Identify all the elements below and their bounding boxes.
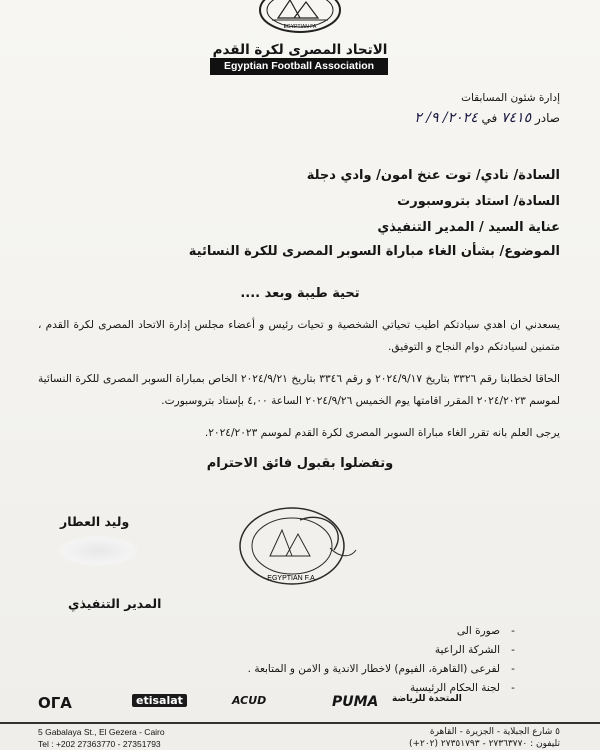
copies-list: [248, 622, 520, 698]
closing-line: وتفضلوا بقبول فائق الاحترام: [206, 456, 394, 471]
department-label: إدارة شئون المسابقات: [461, 92, 560, 104]
footer-address-arabic: ٥ شارع الجبلاية - الجزيرة - القاهرة تليفون : ٢٧٣٦٣٧٧٠ - ٢٧٣٥١٧٩٣ (٢٠٢+): [408, 727, 560, 749]
addressee-attention: عناية السيد / المدير التنفيذي: [377, 220, 560, 235]
list-item: - صورة الى: [456, 625, 515, 637]
sponsor-logo: PUMA: [332, 694, 379, 710]
stamp-text: EGYPTIAN F.A.: [267, 575, 317, 582]
org-name-arabic: الاتحاد المصرى لكرة القدم: [212, 42, 388, 58]
addressee-club: السادة/ نادي/ توت عنخ امون/ وادي دجلة: [306, 168, 560, 183]
ref-date: ٢٠٢٤/ ٩/ ٢: [414, 110, 478, 126]
body-paragraph-2: الحاقا لخطابنا رقم ٣٣٢٦ بتاريخ ٢٠٢٤/٩/١٧ و رقم ٣٣٤٦ بتاريخ ٢٠٢٤/٩/٢١ الخاص بمباراة السوبر المصرى للكرة النسائية لموسم ٢٠٢٤/٢٠٢٣ المقرر اقامتها يوم الخميس ٢٠٢٤/٩/٢٦ الساعة ٤,٠٠ بإستاد بتروسبورت.: [38, 373, 561, 407]
list-item: - لجنة الحكام الرئيسية: [409, 682, 515, 694]
handwritten-signature: [58, 536, 138, 566]
signer-title: المدير التنفيذي: [68, 596, 162, 611]
greeting: تحية طيبة وبعد ....: [240, 286, 360, 301]
ref-label: صادر: [535, 111, 560, 125]
subject-line: الموضوع/ بشأن الغاء مباراة السوبر المصرى للكرة النسائية: [188, 244, 560, 259]
list-item: - الشركة الراعية: [434, 644, 515, 656]
official-stamp-icon: [230, 500, 360, 590]
reference-line: صادر ٧٤١٥ في ٢٠٢٤/ ٩/ ٢: [414, 110, 560, 126]
sponsor-logo: etisalat: [132, 694, 187, 707]
sponsor-strip: [0, 692, 600, 718]
sponsor-logo: المتحدة للرياضة: [392, 694, 462, 704]
sponsor-logo: ACUD: [232, 694, 267, 707]
body-paragraph-1: يسعدني ان اهدي سيادتكم اطيب تحياتي الشخصية و تحيات رئيس و أعضاء مجلس إدارة الاتحاد المصرى لكرة القدم ، متمنين لسيادتكم دوام النجاح و التوفيق.: [38, 319, 560, 353]
efa-logo-icon: [248, 0, 352, 34]
footer-address-english: 5 Gabalaya St., El Gezera - Cairo Tel : +202 27363770 - 27351793: [38, 727, 165, 749]
logo-text: EGYPTIAN FA: [283, 24, 317, 30]
org-name-english: Egyptian Football Association: [210, 58, 388, 75]
sponsor-logo: ОГА: [38, 694, 72, 712]
list-item: - لفرعى (القاهرة، الفيوم) لاخطار الاندية و الامن و المتابعة .: [247, 663, 515, 675]
footer-divider: [0, 722, 600, 724]
letterhead: [0, 0, 600, 80]
ref-number: ٧٤١٥: [501, 110, 532, 126]
body-paragraph-3: يرجى العلم بانه تقرر الغاء مباراة السوبر المصرى لكرة القدم لموسم ٢٠٢٤/٢٠٢٣.: [204, 427, 560, 439]
signer-name: وليد العطار: [60, 514, 130, 529]
addressee-stadium: السادة/ استاد بتروسبورت: [397, 194, 560, 209]
